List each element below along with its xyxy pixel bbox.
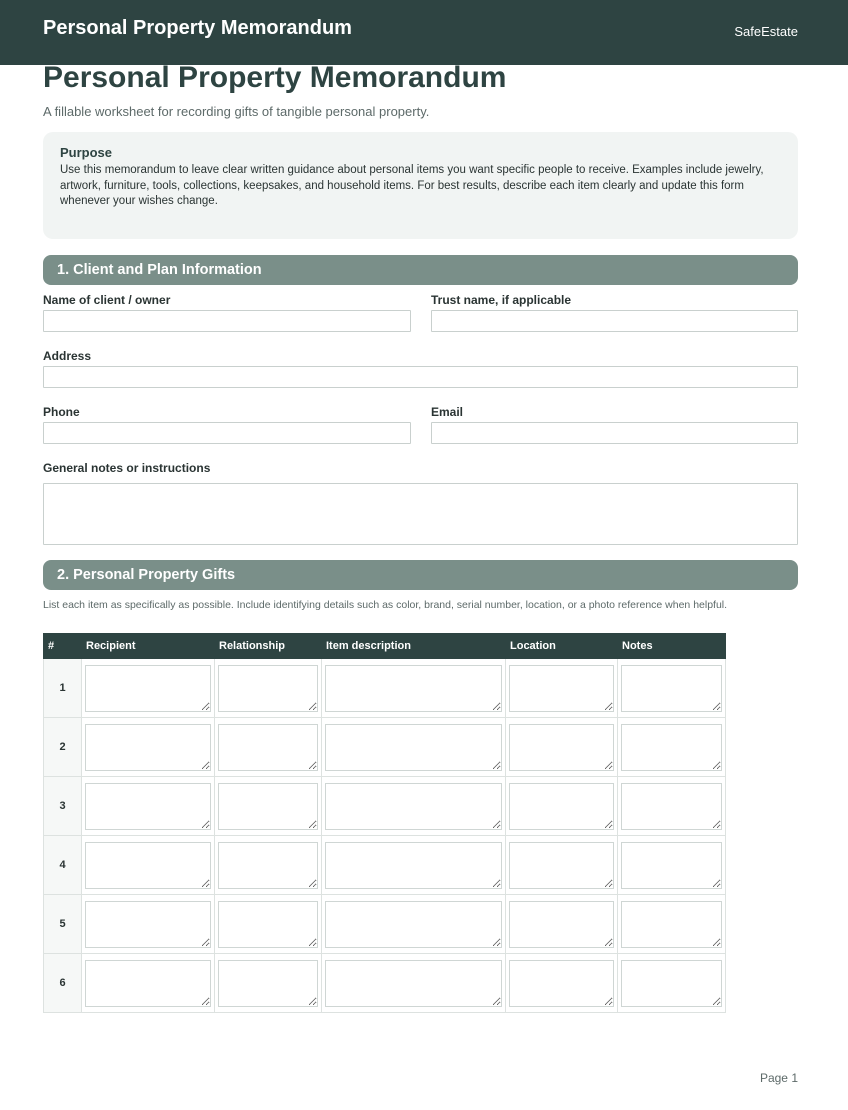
- section-client-info-header: 1. Client and Plan Information: [43, 255, 798, 285]
- recipient-input[interactable]: [85, 783, 211, 830]
- col-header-location: Location: [506, 634, 618, 659]
- notes-input[interactable]: [621, 783, 722, 830]
- item-description-input[interactable]: [325, 901, 502, 948]
- address-label: Address: [43, 349, 92, 363]
- relationship-input[interactable]: [218, 842, 318, 889]
- location-input[interactable]: [509, 960, 614, 1007]
- location-input[interactable]: [509, 783, 614, 830]
- trust-name-input[interactable]: [431, 310, 798, 332]
- notes-input[interactable]: [621, 842, 722, 889]
- address-input[interactable]: [43, 366, 798, 388]
- row-number: 6: [44, 954, 82, 1013]
- page-subtitle: A fillable worksheet for recording gifts of tangible personal property.: [43, 104, 430, 119]
- general-notes-textarea[interactable]: [43, 483, 798, 545]
- recipient-input[interactable]: [85, 665, 211, 712]
- relationship-input[interactable]: [218, 901, 318, 948]
- gifts-table-header-row: [44, 634, 726, 659]
- top-bar: [0, 0, 848, 65]
- recipient-input[interactable]: [85, 901, 211, 948]
- notes-input[interactable]: [621, 665, 722, 712]
- table-row: [44, 895, 726, 954]
- client-name-input[interactable]: [43, 310, 411, 332]
- col-header-relationship: Relationship: [215, 634, 322, 659]
- recipient-input[interactable]: [85, 842, 211, 889]
- purpose-heading: Purpose: [60, 145, 113, 160]
- gifts-table: [43, 633, 726, 1013]
- phone-label: Phone: [43, 405, 80, 419]
- location-input[interactable]: [509, 901, 614, 948]
- item-description-input[interactable]: [325, 724, 502, 771]
- item-description-input[interactable]: [325, 783, 502, 830]
- relationship-input[interactable]: [218, 665, 318, 712]
- notes-input[interactable]: [621, 901, 722, 948]
- row-number: 4: [44, 836, 82, 895]
- header-title: Personal Property Memorandum: [43, 17, 352, 39]
- trust-name-label: Trust name, if applicable: [431, 293, 572, 307]
- client-name-label: Name of client / owner: [43, 293, 171, 307]
- col-header-notes: Notes: [618, 634, 726, 659]
- recipient-input[interactable]: [85, 724, 211, 771]
- location-input[interactable]: [509, 665, 614, 712]
- item-description-input[interactable]: [325, 842, 502, 889]
- recipient-input[interactable]: [85, 960, 211, 1007]
- relationship-input[interactable]: [218, 960, 318, 1007]
- page-number: Page 1: [759, 1071, 798, 1085]
- col-header-item-description: Item description: [322, 634, 506, 659]
- table-row: [44, 836, 726, 895]
- table-row: [44, 777, 726, 836]
- relationship-input[interactable]: [218, 724, 318, 771]
- table-row: [44, 718, 726, 777]
- purpose-text: Use this memorandum to leave clear written guidance about personal items you want specific people to receive. Examples include jewelry, artwork, furniture, tools, collections, keepsakes, and household items. For best results, describe each item clearly and update this form whenever your wishes change.: [60, 164, 764, 207]
- table-row: [44, 659, 726, 718]
- brand-name: SafeEstate: [734, 24, 798, 39]
- gifts-instructions: List each item as specifically as possible. Include identifying details such as color, brand, serial number, location, or a photo reference when helpful.: [43, 599, 728, 611]
- item-description-input[interactable]: [325, 665, 502, 712]
- page-title: Personal Property Memorandum: [43, 61, 507, 94]
- notes-input[interactable]: [621, 960, 722, 1007]
- notes-input[interactable]: [621, 724, 722, 771]
- col-header-number: #: [44, 634, 82, 659]
- purpose-panel: [43, 132, 798, 239]
- row-number: 5: [44, 895, 82, 954]
- relationship-input[interactable]: [218, 783, 318, 830]
- email-input[interactable]: [431, 422, 798, 444]
- row-number: 1: [44, 659, 82, 718]
- item-description-input[interactable]: [325, 960, 502, 1007]
- table-row: [44, 954, 726, 1013]
- phone-input[interactable]: [43, 422, 411, 444]
- location-input[interactable]: [509, 724, 614, 771]
- location-input[interactable]: [509, 842, 614, 889]
- general-notes-label: General notes or instructions: [43, 461, 211, 475]
- row-number: 3: [44, 777, 82, 836]
- email-label: Email: [431, 405, 464, 419]
- section-gifts-header: 2. Personal Property Gifts: [43, 560, 798, 590]
- row-number: 2: [44, 718, 82, 777]
- col-header-recipient: Recipient: [82, 634, 215, 659]
